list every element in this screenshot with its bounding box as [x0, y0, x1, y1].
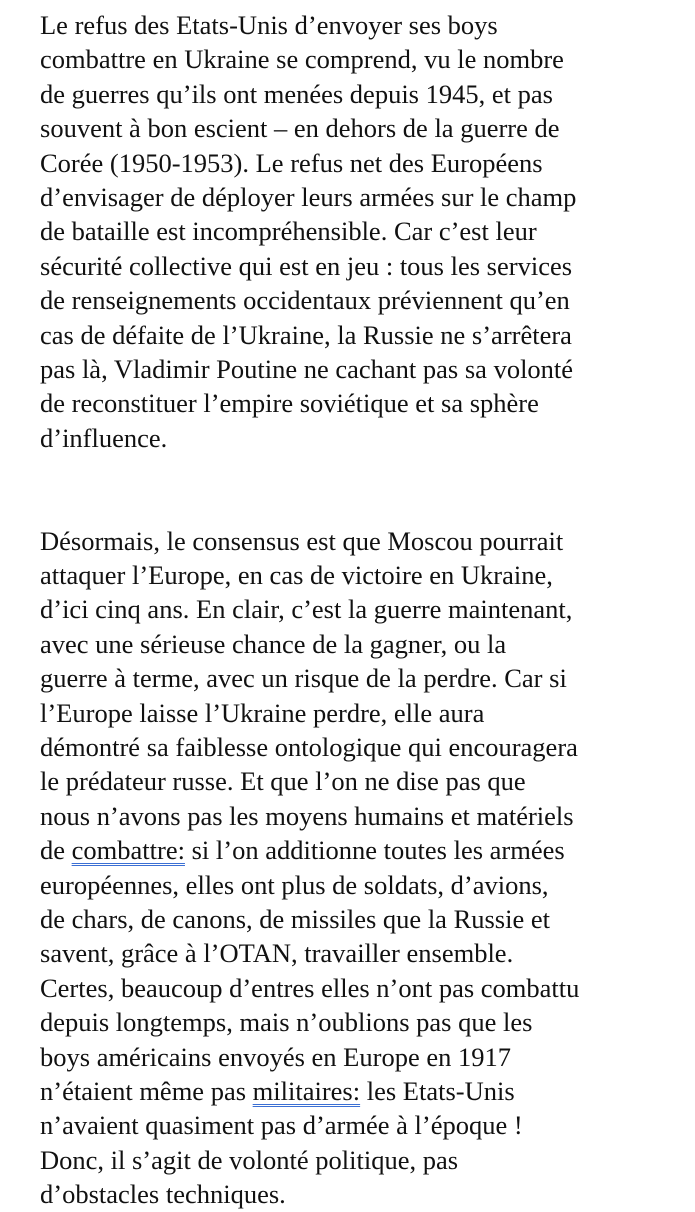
text-line: Donc, il s’agit de volonté politique, pas	[40, 1144, 459, 1175]
text-run: les Etats-Unis	[360, 1075, 515, 1106]
text-line: avec une sérieuse chance de la gagner, ou la	[40, 628, 507, 659]
text-run: n’étaient même pas	[40, 1075, 253, 1106]
paragraph-2	[40, 524, 690, 1212]
text-line: combattre en Ukraine se comprend, vu le nombre	[40, 44, 564, 75]
text-line: Le refus des Etats-Unis d’envoyer ses boys	[40, 10, 498, 40]
text-line: depuis longtemps, mais n’oublions pas que les	[40, 1007, 533, 1038]
text-line: Certes, beaucoup d’entres elles n’ont pas combattu	[40, 972, 580, 1003]
text-line: de bataille est incompréhensible. Car c’est leur	[40, 216, 537, 247]
text-line: cas de défaite de l’Ukraine, la Russie ne s’arrêtera	[40, 319, 572, 350]
text-line: sécurité collective qui est en jeu : tous les services	[40, 250, 573, 281]
text-line: d’obstacles techniques.	[40, 1179, 286, 1210]
text-line: de guerres qu’ils ont menées depuis 1945, et pas	[40, 78, 553, 109]
text-line: de reconstituer l’empire soviétique et sa sphère	[40, 388, 539, 419]
text-line: nous n’avons pas les moyens humains et matériels	[40, 800, 574, 831]
text-line: guerre à terme, avec un risque de la perdre. Car si	[40, 663, 567, 694]
text-line: n’avaient quasiment pas d’armée à l’époque !	[40, 1110, 523, 1141]
text-line: d’influence.	[40, 422, 168, 453]
text-line: savent, grâce à l’OTAN, travailler ensemble.	[40, 938, 514, 969]
text-line: Corée (1950-1953). Le refus net des Européens	[40, 147, 543, 178]
spellcheck-underlined-word[interactable]: combattre:	[71, 835, 185, 866]
paragraph-1	[40, 8, 690, 455]
text-line	[40, 1074, 690, 1108]
text-line: pas là, Vladimir Poutine ne cachant pas sa volonté	[40, 353, 574, 384]
text-line: d’envisager de déployer leurs armées sur le champ	[40, 181, 577, 212]
text-line: souvent à bon escient – en dehors de la guerre de	[40, 113, 560, 144]
text-line: démontré sa faiblesse ontologique qui encouragera	[40, 732, 578, 763]
text-line: de chars, de canons, de missiles que la Russie et	[40, 903, 550, 934]
text-line: attaquer l’Europe, en cas de victoire en Ukraine,	[40, 560, 553, 591]
text-line: l’Europe laisse l’Ukraine perdre, elle aura	[40, 697, 485, 728]
text-line: le prédateur russe. Et que l’on ne dise pas que	[40, 766, 526, 797]
text-line: boys américains envoyés en Europe en 1917	[40, 1041, 511, 1072]
text-line: de renseignements occidentaux préviennent qu’en	[40, 285, 570, 316]
text-line: d’ici cinq ans. En clair, c’est la guerre maintenant,	[40, 594, 573, 625]
paragraph-spacer	[40, 455, 690, 524]
text-run: si l’on additionne toutes les armées	[184, 835, 565, 866]
text-line: Désormais, le consensus est que Moscou pourrait	[40, 525, 564, 556]
text-line	[40, 833, 690, 867]
document-body	[40, 8, 690, 1211]
text-run: de	[40, 835, 72, 866]
text-line: européennes, elles ont plus de soldats, d’avions,	[40, 869, 549, 900]
spellcheck-underlined-word[interactable]: militaires:	[252, 1075, 361, 1106]
